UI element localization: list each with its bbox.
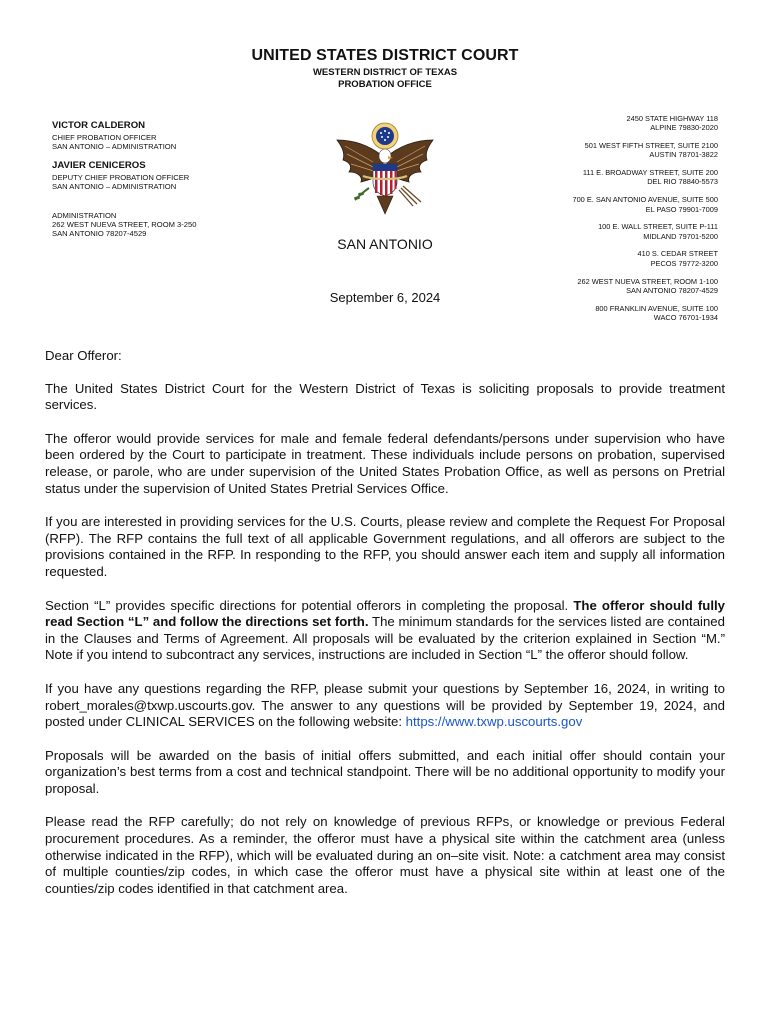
office-city: SAN ANTONIO 78207-4529 — [626, 285, 718, 295]
admin-address — [52, 211, 196, 238]
office-address — [572, 222, 718, 241]
office-address-list — [572, 114, 718, 331]
office-street: 501 WEST FIFTH STREET, SUITE 2100 — [584, 141, 718, 151]
officer-name: VICTOR CALDERON — [52, 120, 146, 131]
paragraph: The offeror would provide services for male and female federal defendants/persons under supervision who have been ordered by the Court to participate in treatment. These individuals include persons on probation, supervised release, or parole, who are under supervision of the United States Probation Office, as well as persons on Pretrial status under the supervision of United States Pretrial Services Office. — [45, 430, 725, 496]
officer-location: SAN ANTONIO – ADMINISTRATION — [52, 142, 177, 151]
officer-block — [52, 121, 176, 151]
office-city: DEL RIO 78840-5573 — [647, 177, 718, 187]
office-street: 100 E. WALL STREET, SUITE P-111 — [598, 222, 718, 232]
office-city: AUSTIN 78701-3822 — [649, 150, 718, 160]
admin-address-line: ADMINISTRATION — [52, 211, 117, 220]
office-city: ALPINE 79830-2020 — [650, 123, 718, 133]
office-address — [572, 141, 718, 160]
paragraph — [45, 681, 725, 731]
admin-address-line: 262 WEST NUEVA STREET, ROOM 3-250 — [52, 220, 197, 229]
office-address — [572, 304, 718, 323]
admin-address-line: SAN ANTONIO 78207-4529 — [52, 229, 147, 238]
office-street: 111 E. BROADWAY STREET, SUITE 200 — [582, 168, 718, 178]
officer-block — [52, 161, 189, 191]
paragraph: The United States District Court for the Western District of Texas is soliciting proposals to provide treatment services. — [45, 380, 725, 413]
paragraph-text: The minimum standards for the services listed are contained in the Clauses and Terms of Agreement. All proposals will be evaluated by the criterion explained in Section “M.” Note if you intend to subcontract any services, instructions are included in Section “L” the offeror should follow. — [45, 614, 725, 663]
paragraph: Please read the RFP carefully; do not rely on knowledge of previous RFPs, or knowledge or previous Federal procurement procedures. As a reminder, the offeror must have a physical site within the catchment area (unless otherwise indicated in the RFP), which will be evaluated during an on–site visit. Note: a catchment area may consist of multiple counties/zip codes, in which case the offeror must have a physical site within at least one of the counties/zip codes identified in that catchment area. — [45, 814, 725, 896]
office-address — [572, 249, 718, 268]
office-street: 2450 STATE HIGHWAY 118 — [626, 114, 718, 123]
office-address — [572, 277, 718, 296]
office-city-heading: SAN ANTONIO — [337, 236, 433, 252]
officer-title: CHIEF PROBATION OFFICER — [52, 133, 157, 142]
letter-date: September 6, 2024 — [329, 290, 441, 305]
office-city: EL PASO 79901-7009 — [645, 204, 718, 214]
salutation: Dear Offeror: — [45, 348, 122, 363]
office-address — [572, 114, 718, 133]
office-street: 410 S. CEDAR STREET — [637, 249, 718, 259]
office-street: 800 FRANKLIN AVENUE, SUITE 100 — [595, 303, 718, 313]
emphasis-text: The offeror should fully read Section “L” and follow the directions set forth. — [45, 597, 725, 630]
paragraph: Proposals will be awarded on the basis of initial offers submitted, and each initial offer should contain your organization’s best terms from a cost and technical standpoint. There will be no additional opportunity to modify your proposal. — [45, 747, 725, 796]
paragraph: If you are interested in providing services for the U.S. Courts, please review and complete the Request For Proposal (RFP). The RFP contains the full text of all applicable Government regulations, and all offerors are subject to the provisions contained in the RFP. In responding to the RFP, you should answer each item and supply all information requested. — [45, 514, 725, 579]
office-street: 700 E. SAN ANTONIO AVENUE, SUITE 500 — [572, 195, 718, 205]
officer-location: SAN ANTONIO – ADMINISTRATION — [52, 182, 177, 191]
officer-title: DEPUTY CHIEF PROBATION OFFICER — [52, 173, 190, 182]
paragraph-text: If you have any questions regarding the RFP, please submit your questions by September 16, 2024, in writing to robert_morales@txwp.uscourts.gov. The answer to any questions will be provided by September 19, 2024, and posted under CLINICAL SERVICES on the following website: — [45, 680, 725, 730]
office-name: PROBATION OFFICE — [338, 79, 432, 90]
office-city: WACO 76701-1934 — [653, 312, 718, 322]
office-city: MIDLAND 79701-5200 — [643, 231, 718, 241]
court-seal-eagle-icon — [333, 118, 437, 222]
website-link[interactable]: https://www.txwp.uscourts.gov — [405, 714, 583, 730]
court-title: UNITED STATES DISTRICT COURT — [251, 47, 519, 64]
office-address — [572, 195, 718, 214]
paragraph — [45, 598, 725, 664]
district-name: WESTERN DISTRICT OF TEXAS — [312, 67, 458, 78]
office-city: PECOS 79772-3200 — [650, 258, 718, 268]
office-street: 262 WEST NUEVA STREET, ROOM 1-100 — [577, 276, 718, 286]
officer-name: JAVIER CENICEROS — [52, 160, 146, 171]
letter-body — [45, 348, 725, 897]
paragraph-text: Section “L” provides specific directions for potential offerors in completing the proposal. — [45, 597, 574, 613]
office-address — [572, 168, 718, 187]
